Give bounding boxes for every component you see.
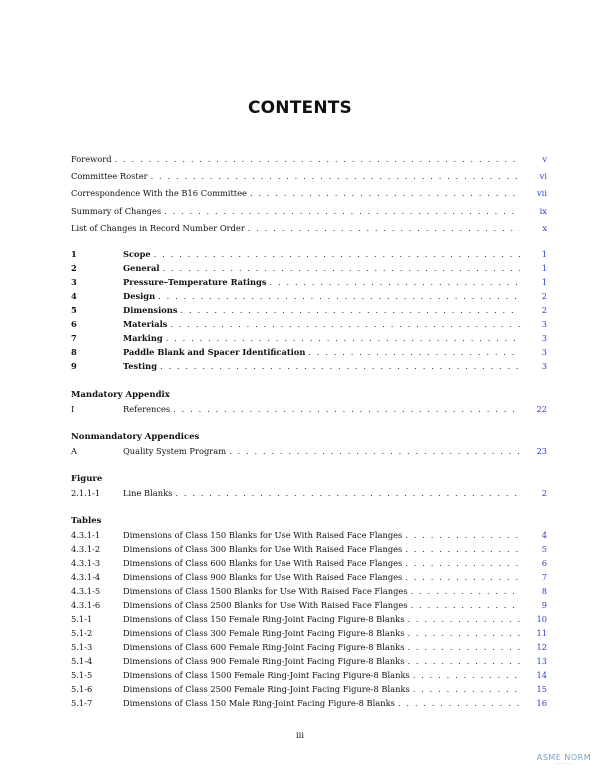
page-link[interactable]: 3 (541, 347, 547, 357)
leader-dots (229, 445, 520, 457)
entry-text: Dimensions of Class 900 Female Ring-Joint Facing Figure-8 Blanks (123, 656, 405, 666)
toc-entry-appendix[interactable] (71, 445, 547, 457)
toc-entry-figure[interactable] (71, 487, 547, 499)
leader-dots (407, 655, 520, 667)
toc-entry-section[interactable] (71, 346, 547, 358)
toc-entry-summary-of-changes[interactable] (71, 205, 547, 217)
toc-entry-table[interactable] (71, 669, 547, 681)
toc-entry-table[interactable] (71, 697, 547, 709)
entry-number: 4.3.1-5 (71, 586, 101, 596)
entry-text: Foreword (71, 154, 112, 164)
entry-number: I (71, 404, 75, 414)
entry-text: Scope (123, 249, 151, 259)
entry-text: List of Changes in Record Number Order (71, 223, 245, 233)
entry-number: 5.1-3 (71, 642, 93, 652)
toc-entry-table[interactable] (71, 613, 547, 625)
entry-number: 5.1-7 (71, 698, 93, 708)
leader-dots (407, 641, 520, 653)
entry-text: Design (123, 291, 156, 301)
page-link[interactable]: 10 (536, 614, 547, 624)
entry-number: 5.1-2 (71, 628, 93, 638)
page-link[interactable]: 16 (536, 698, 547, 708)
toc-entry-table[interactable] (71, 627, 547, 639)
leader-dots (411, 599, 520, 611)
entry-number: 4.3.1-1 (71, 530, 101, 540)
page-link[interactable]: vii (537, 188, 547, 198)
page-link[interactable]: 3 (541, 361, 547, 371)
entry-number: 1 (71, 249, 77, 259)
toc-entry-table[interactable] (71, 641, 547, 653)
page-link[interactable]: 5 (541, 544, 547, 554)
toc-entry-table[interactable] (71, 543, 547, 555)
entry-number: 4.3.1-3 (71, 558, 101, 568)
entry-text: Quality System Program (123, 446, 227, 456)
leader-dots (405, 529, 520, 541)
toc-entry-appendix[interactable] (71, 403, 547, 415)
page-link[interactable]: 12 (536, 642, 547, 652)
leader-dots (413, 683, 520, 695)
entry-text: Dimensions of Class 2500 Blanks for Use With Raised Face Flanges (123, 600, 408, 610)
leader-dots (158, 290, 520, 302)
page-link[interactable]: 7 (541, 572, 547, 582)
page-link[interactable]: x (542, 223, 547, 233)
entry-number: 5.1-5 (71, 670, 93, 680)
toc-entry-foreword[interactable] (71, 153, 547, 165)
page-link[interactable]: 2 (541, 488, 547, 498)
entry-text: Dimensions of Class 300 Female Ring-Joint Facing Figure-8 Blanks (123, 628, 405, 638)
page-link[interactable]: 3 (541, 319, 547, 329)
page-link[interactable]: vi (539, 171, 547, 181)
leader-dots (248, 222, 520, 234)
entry-number: 9 (71, 361, 77, 371)
entry-text: Dimensions of Class 600 Blanks for Use With Raised Face Flanges (123, 558, 403, 568)
entry-number: 7 (71, 333, 77, 343)
toc-entry-committee-roster[interactable] (71, 170, 547, 182)
leader-dots (413, 669, 520, 681)
watermark-underline: ──────── (554, 762, 574, 766)
entry-number: 5.1-6 (71, 684, 93, 694)
page-link[interactable]: 3 (541, 333, 547, 343)
toc-entry-table[interactable] (71, 585, 547, 597)
page-link[interactable]: 23 (536, 446, 547, 456)
mandatory-appendix-heading: Mandatory Appendix (71, 390, 170, 400)
page-link[interactable]: ix (539, 206, 547, 216)
entry-number: 4 (71, 291, 77, 301)
entry-number: 6 (71, 319, 77, 329)
nonmandatory-appendices-heading: Nonmandatory Appendices (71, 432, 200, 442)
leader-dots (164, 205, 520, 217)
page-link[interactable]: 14 (536, 670, 547, 680)
toc-entry-table[interactable] (71, 557, 547, 569)
toc-entry-section[interactable] (71, 262, 547, 274)
leader-dots (405, 571, 520, 583)
entry-number: 3 (71, 277, 77, 287)
entry-number: A (71, 446, 77, 456)
page-link[interactable]: 2 (541, 305, 547, 315)
entry-text: Marking (123, 333, 163, 343)
leader-dots (407, 627, 520, 639)
entry-text: Paddle Blank and Spacer Identification (123, 347, 306, 357)
leader-dots (154, 248, 520, 260)
page-link[interactable]: 1 (541, 263, 547, 273)
toc-entry-correspondence[interactable] (71, 187, 547, 199)
entry-text: Dimensions of Class 150 Male Ring-Joint Facing Figure-8 Blanks (123, 698, 395, 708)
entry-text: Dimensions of Class 150 Female Ring-Joint Facing Figure-8 Blanks (123, 614, 405, 624)
entry-text: Dimensions (123, 305, 178, 315)
toc-entry-table[interactable] (71, 599, 547, 611)
entry-number: 8 (71, 347, 77, 357)
toc-entry-table[interactable] (71, 655, 547, 667)
entry-text: Correspondence With the B16 Committee (71, 188, 247, 198)
page-number: iii (296, 730, 304, 740)
entry-number: 2 (71, 263, 77, 273)
toc-entry-section[interactable] (71, 332, 547, 344)
entry-number: 4.3.1-6 (71, 600, 101, 610)
entry-text: General (123, 263, 160, 273)
leader-dots (170, 318, 520, 330)
entry-text: Committee Roster (71, 171, 148, 181)
entry-text: Dimensions of Class 1500 Female Ring-Joint Facing Figure-8 Blanks (123, 670, 410, 680)
entry-text: Dimensions of Class 150 Blanks for Use With Raised Face Flanges (123, 530, 403, 540)
entry-number: 5.1-4 (71, 656, 93, 666)
entry-number: 4.3.1-4 (71, 572, 101, 582)
page-link[interactable]: 1 (541, 277, 547, 287)
entry-number: 4.3.1-2 (71, 544, 101, 554)
entry-text: Dimensions of Class 300 Blanks for Use With Raised Face Flanges (123, 544, 403, 554)
page-title: CONTENTS (247, 98, 353, 118)
page-link[interactable]: 1 (541, 249, 547, 259)
page-link[interactable]: 2 (541, 291, 547, 301)
page-link[interactable]: 9 (541, 600, 547, 610)
leader-dots (166, 332, 520, 344)
leader-dots (308, 346, 520, 358)
leader-dots (163, 262, 520, 274)
leader-dots (405, 557, 520, 569)
entry-text: Dimensions of Class 1500 Blanks for Use With Raised Face Flanges (123, 586, 408, 596)
entry-text: Pressure–Temperature Ratings (123, 277, 267, 287)
watermark-text: ASME NORM (536, 753, 592, 762)
leader-dots (407, 613, 520, 625)
toc-entry-section[interactable] (71, 318, 547, 330)
entry-text: Testing (123, 361, 157, 371)
entry-text: Dimensions of Class 900 Blanks for Use With Raised Face Flanges (123, 572, 403, 582)
toc-entry-section[interactable] (71, 360, 547, 372)
entry-text: Materials (123, 319, 168, 329)
leader-dots (160, 360, 520, 372)
page-link[interactable]: 22 (536, 404, 547, 414)
leader-dots (411, 585, 520, 597)
entry-number: 5 (71, 305, 77, 315)
entry-number: 2.1.1-1 (71, 488, 101, 498)
leader-dots (175, 487, 520, 499)
toc-entry-table[interactable] (71, 571, 547, 583)
leader-dots (270, 276, 520, 288)
page-link[interactable]: 6 (541, 558, 547, 568)
watermark-logo (536, 753, 592, 769)
leader-dots (151, 170, 520, 182)
entry-text: Dimensions of Class 600 Female Ring-Joint Facing Figure-8 Blanks (123, 642, 405, 652)
tables-heading: Tables (71, 516, 102, 526)
page-link[interactable]: 8 (541, 586, 547, 596)
leader-dots (250, 187, 520, 199)
entry-text: Summary of Changes (71, 206, 162, 216)
entry-text: References (123, 404, 171, 414)
page-link[interactable]: 15 (536, 684, 547, 694)
toc-entry-section[interactable] (71, 248, 547, 260)
entry-text: Dimensions of Class 2500 Female Ring-Joint Facing Figure-8 Blanks (123, 684, 410, 694)
entry-text: Line Blanks (123, 488, 173, 498)
page-link[interactable]: v (542, 154, 547, 164)
leader-dots (173, 403, 520, 415)
figure-heading: Figure (71, 474, 103, 484)
toc-entry-section[interactable] (71, 304, 547, 316)
page-link[interactable]: 11 (536, 628, 547, 638)
toc-entry-table[interactable] (71, 683, 547, 695)
page-link[interactable]: 4 (541, 530, 547, 540)
leader-dots (181, 304, 521, 316)
toc-entry-table[interactable] (71, 529, 547, 541)
leader-dots (398, 697, 520, 709)
leader-dots (115, 153, 520, 165)
entry-number: 5.1-1 (71, 614, 93, 624)
toc-entry-section[interactable] (71, 290, 547, 302)
toc-entry-list-of-changes[interactable] (71, 222, 547, 234)
page-link[interactable]: 13 (536, 656, 547, 666)
leader-dots (405, 543, 520, 555)
toc-entry-section[interactable] (71, 276, 547, 288)
